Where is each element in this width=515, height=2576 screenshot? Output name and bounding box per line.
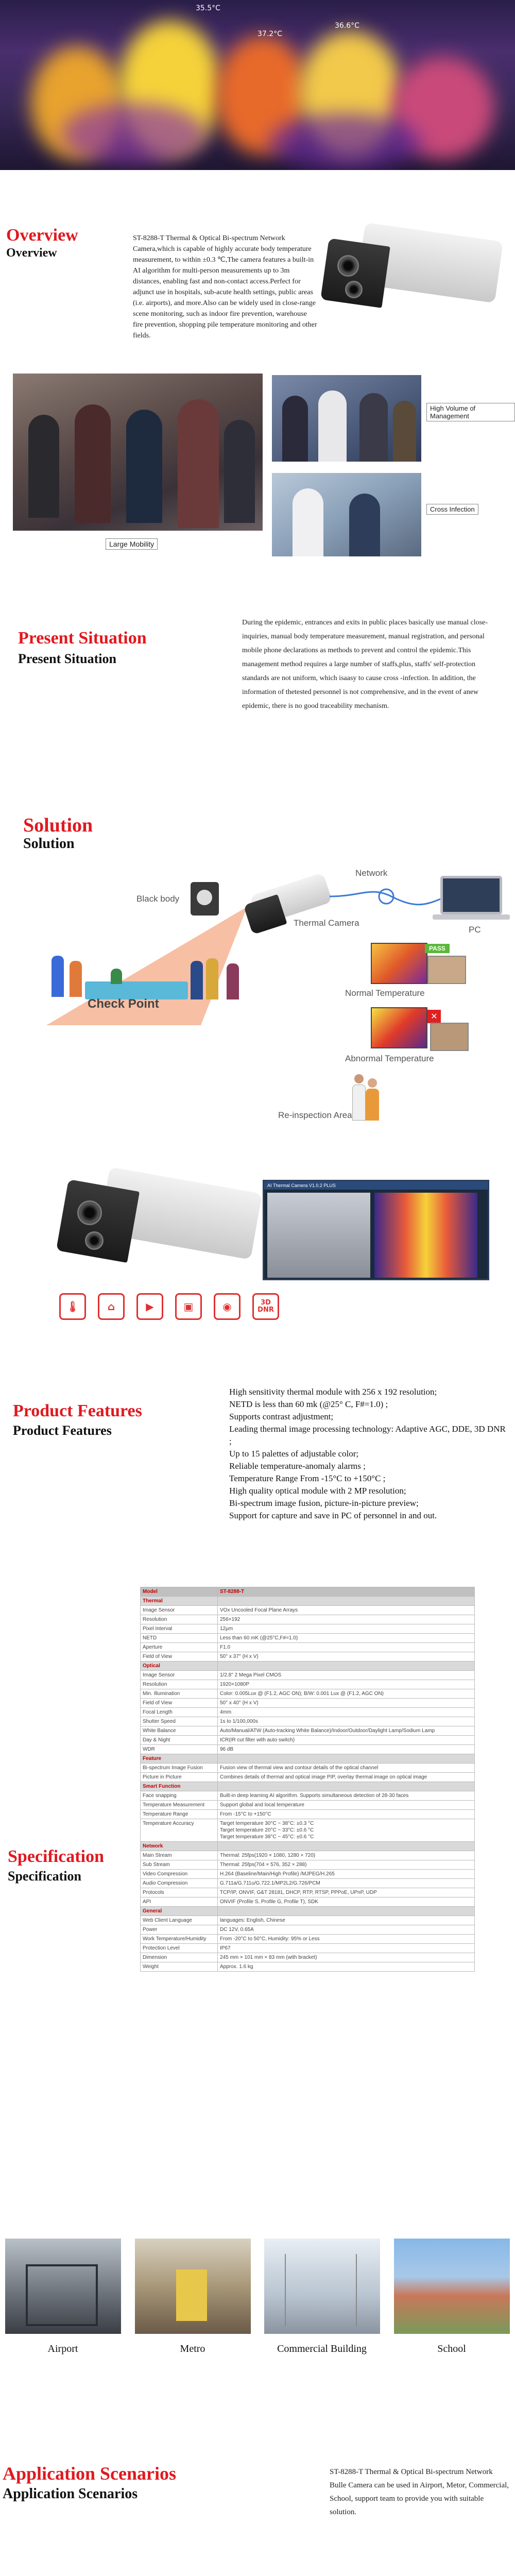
solution-heading-red: Solution — [23, 815, 93, 836]
spec-key: Min. Illumination — [141, 1689, 218, 1699]
spec-row — [141, 1643, 475, 1652]
spec-key: Aperture — [141, 1643, 218, 1652]
person-icon — [70, 961, 82, 997]
spec-row — [141, 1953, 475, 1962]
overview-heading-red: Overview — [6, 226, 78, 245]
person-icon — [227, 963, 239, 999]
pc-icon — [440, 876, 502, 914]
3d-dnr-icon: 3D DNR — [252, 1293, 279, 1320]
spec-row — [141, 1935, 475, 1944]
normal-thermal-thumb — [371, 943, 427, 984]
spec-row — [141, 1870, 475, 1879]
school-photo — [394, 2239, 510, 2334]
spec-key: Network — [141, 1842, 218, 1851]
spec-value: 12μm — [218, 1624, 475, 1634]
spec-value: DC 12V, 0.65A — [218, 1925, 475, 1935]
staff-icon — [111, 969, 122, 984]
application-heading: Application Scenarios — [3, 2486, 138, 2502]
spec-key: Dimension — [141, 1953, 218, 1962]
spec-row — [141, 1944, 475, 1953]
feature-line: Leading thermal image processing technology: Adaptive AGC, DDE, 3D DNR ; — [229, 1424, 506, 1446]
spec-row — [141, 1634, 475, 1643]
spec-key: Resolution — [141, 1615, 218, 1624]
spec-row — [141, 1773, 475, 1782]
spec-key: Video Compression — [141, 1870, 218, 1879]
spec-key: Work Temperature/Humidity — [141, 1935, 218, 1944]
spec-key: Pixel Interval — [141, 1624, 218, 1634]
spec-row — [141, 1606, 475, 1615]
spec-category-row — [141, 1782, 475, 1791]
person-icon — [191, 961, 203, 999]
spec-key: Temperature Accuracy — [141, 1819, 218, 1842]
scene-label: Metro — [180, 2343, 205, 2354]
solution-heading: Solution — [23, 836, 75, 852]
spec-value: TCP/IP, ONVIF, G&T 28181, DHCP, RTP, RTSP, PPPoE, UPnP, UDP — [218, 1888, 475, 1897]
spec-value: Auto/Manual/ATW (Auto-tracking White Balance)/Indoor/Outdoor/Daylight Lamp/Sodium Lamp — [218, 1726, 475, 1736]
airport-photo — [5, 2239, 121, 2334]
screen-title: AI Thermal Camera V1.0.2 PLUS — [264, 1181, 488, 1190]
spec-key: Temperature Measurement — [141, 1801, 218, 1810]
spec-key: Power — [141, 1925, 218, 1935]
spec-key: Optical — [141, 1662, 218, 1671]
abnormal-person-thumb — [430, 1023, 469, 1051]
spec-value: From -20°C to 50°C, Humidity: 95% or Less — [218, 1935, 475, 1944]
spec-value — [218, 1782, 475, 1791]
home-icon: ⌂ — [98, 1293, 125, 1320]
spec-key: Picture in Picture — [141, 1773, 218, 1782]
spec-value: From -15°C to +150°C — [218, 1810, 475, 1819]
feature-line: Support for capture and save in PC of personnel in and out. — [229, 1511, 437, 1520]
spec-value: G.711a/G.711u/G.722.1/MP2L2/G.726/PCM — [218, 1879, 475, 1888]
person-icon — [52, 956, 64, 997]
spec-row — [141, 1671, 475, 1680]
application-heading-red: Application Scenarios — [3, 2463, 177, 2484]
feature-line: Temperature Range From -15°C to +150°C ; — [229, 1473, 386, 1483]
spec-key: Thermal — [141, 1597, 218, 1606]
abnormal-thermal-thumb — [371, 1007, 427, 1048]
reinspection-label: Re-inspection Area — [278, 1110, 352, 1120]
spec-row — [141, 1736, 475, 1745]
video-icon: ▶ — [136, 1293, 163, 1320]
spec-value: 1/2.8" 2 Mega Pixel CMOS — [218, 1671, 475, 1680]
spec-key: Image Sensor — [141, 1606, 218, 1615]
features-heading-red: Product Features — [13, 1401, 142, 1420]
spec-row — [141, 1819, 475, 1842]
spec-value: 1s to 1/100,000s — [218, 1717, 475, 1726]
pass-badge: PASS — [425, 944, 450, 953]
normal-temperature-label: Normal Temperature — [345, 988, 425, 998]
temp-reading: 35.5°C — [196, 4, 220, 12]
black-body-label: Black body — [136, 894, 180, 904]
spec-value: Target temperature 30°C ~ 38°C: ±0.3 °C Target temperature 20°C ~ 33°C: ±0.6 °C Target temperature 38°C ~ 45°C: ±0.6 °C — [218, 1819, 475, 1842]
photo-caption: Cross Infection — [426, 504, 478, 515]
spec-key: Audio Compression — [141, 1879, 218, 1888]
spec-row — [141, 1851, 475, 1860]
spec-table — [140, 1587, 475, 1972]
spec-key: Face snapping — [141, 1791, 218, 1801]
spec-key: API — [141, 1897, 218, 1907]
features-heading: Product Features — [13, 1423, 112, 1438]
spec-row — [141, 1689, 475, 1699]
spec-key: Protection Level — [141, 1944, 218, 1953]
spec-value: 50° x 40° (H x V) — [218, 1699, 475, 1708]
overview-heading: Overview — [6, 246, 57, 260]
image-icon: ▣ — [175, 1293, 202, 1320]
spec-key: Focal Length — [141, 1708, 218, 1717]
thermal-view — [374, 1193, 477, 1278]
photo-caption: High Volume of Management — [426, 403, 515, 421]
spec-value: F1.0 — [218, 1643, 475, 1652]
spec-value: IP67 — [218, 1944, 475, 1953]
spec-row — [141, 1726, 475, 1736]
mask-crowd-photo — [272, 375, 421, 462]
spec-value — [218, 1662, 475, 1671]
spec-value: 4mm — [218, 1708, 475, 1717]
spec-heading-red: Specification — [8, 1847, 104, 1866]
spec-key: Shutter Speed — [141, 1717, 218, 1726]
spec-category-row — [141, 1907, 475, 1916]
spec-value: VOx Uncooled Focal Plane Arrays — [218, 1606, 475, 1615]
spec-value — [218, 1597, 475, 1606]
spec-value — [218, 1907, 475, 1916]
spec-row — [141, 1745, 475, 1754]
spec-row — [141, 1699, 475, 1708]
spec-key: Weight — [141, 1962, 218, 1972]
spec-row — [141, 1888, 475, 1897]
feature-line: Bi-spectrum image fusion, picture-in-picture preview; — [229, 1498, 419, 1508]
present-heading: Present Situation — [18, 651, 116, 666]
spec-value: Fusion view of thermal view and contour details of the optical channel — [218, 1764, 475, 1773]
spec-key: White Balance — [141, 1726, 218, 1736]
spec-key: WDR — [141, 1745, 218, 1754]
temperature-icon: 🌡 — [59, 1293, 86, 1320]
temperature-check-photo — [272, 473, 421, 556]
spec-value: H.264 (Baseline/Main/High Profile) /MJPEG/H.265 — [218, 1870, 475, 1879]
overview-text: ST-8288-T Thermal & Optical Bi-spectrum Network Camera,which is capable of highly accurate body temperature measurement, to within ±0.3 ℃,The camera features a built-in AI algorithm for multi-person measurements up to 3m distances, enabling fast and non-contact access.Perfect for adjunct use in hospitals, sub-acute health settings, public areas (i.e. airports), and more.Also can be widely used in close-range scene monitoring, such as indoor fire prevention, warehouse fire prevention, shopping pile temperature monitoring and other fields. — [133, 234, 317, 340]
metro-photo — [135, 2239, 251, 2334]
scene-label: Airport — [47, 2343, 78, 2354]
spec-value: Support global and local temperature — [218, 1801, 475, 1810]
temp-reading: 37.2°C — [258, 30, 282, 38]
spec-value: ST-8288-T — [218, 1587, 475, 1597]
spec-row — [141, 1708, 475, 1717]
spec-key: Protocols — [141, 1888, 218, 1897]
commercial-building-photo — [264, 2239, 380, 2334]
spec-header-row — [141, 1587, 475, 1597]
optical-view — [267, 1193, 370, 1278]
spec-row — [141, 1879, 475, 1888]
features-list — [229, 1386, 507, 1522]
spec-value — [218, 1754, 475, 1764]
feature-line: NETD is less than 60 mk (@25° C, F#=1.0) ; — [229, 1399, 388, 1409]
reinspection-people-icon — [350, 1074, 381, 1121]
scene-label: Commercial Building — [277, 2343, 367, 2354]
scene-label: School — [437, 2343, 466, 2354]
photo-caption: Large Mobility — [106, 538, 158, 550]
feature-line: High sensitivity thermal module with 256 x 192 resolution; — [229, 1387, 437, 1397]
spec-row — [141, 1764, 475, 1773]
network-cable — [330, 876, 443, 922]
lens-icon: ◉ — [214, 1293, 241, 1320]
spec-row — [141, 1680, 475, 1689]
spec-value: ICR(IR cut filter with auto switch) — [218, 1736, 475, 1745]
spec-row — [141, 1615, 475, 1624]
spec-key: Temperature Range — [141, 1810, 218, 1819]
spec-key: Main Stream — [141, 1851, 218, 1860]
spec-value: Thermal: 25fps(1920 × 1080, 1280 × 720) — [218, 1851, 475, 1860]
spec-row — [141, 1810, 475, 1819]
spec-row — [141, 1791, 475, 1801]
spec-value: 50° x 37° (H x V) — [218, 1652, 475, 1662]
spec-row — [141, 1916, 475, 1925]
spec-row — [141, 1897, 475, 1907]
checkpoint-label: Check Point — [88, 997, 159, 1011]
thermal-banner — [0, 0, 515, 170]
present-text: During the epidemic, entrances and exits in public places basically use manual close-inquiries, manual body temperature measurement, manual registration, and personal mobile phone declarations as methods to prevent and control the epidemic.This management method requires a large number of staffs,plus, staffs' self-protection standards are not uniform, which isaasy to cause cross -infection. In addition, the information of thetested personnel is not comprehensive, and in the event of anew epidemic, there is no good traceability mechanism. — [242, 619, 488, 710]
thermal-camera-label: Thermal Camera — [294, 918, 359, 928]
abnormal-temperature-label: Abnormal Temperature — [345, 1054, 434, 1063]
spec-row — [141, 1962, 475, 1972]
spec-value: 96 dB — [218, 1745, 475, 1754]
normal-person-thumb — [427, 956, 466, 984]
spec-key: Model — [141, 1587, 218, 1597]
spec-heading: Specification — [8, 1869, 81, 1884]
spec-value: Approx. 1.6 kg — [218, 1962, 475, 1972]
present-heading-red: Present Situation — [18, 629, 147, 648]
software-screenshot — [263, 1180, 489, 1280]
crowd-photo — [13, 374, 263, 531]
spec-value: ONVIF (Profile S, Profile G, Profile T), SDK — [218, 1897, 475, 1907]
network-label: Network — [355, 868, 388, 878]
feature-line: Supports contrast adjustment; — [229, 1412, 334, 1421]
spec-key: Bi-spectrum Image Fusion — [141, 1764, 218, 1773]
spec-key: Web Client Language — [141, 1916, 218, 1925]
spec-key: Feature — [141, 1754, 218, 1764]
spec-key: Sub Stream — [141, 1860, 218, 1870]
spec-row — [141, 1652, 475, 1662]
spec-value: Combines details of thermal and optical image PIP, overlay thermal image on optical image — [218, 1773, 475, 1782]
spec-value: 1920×1080P — [218, 1680, 475, 1689]
spec-row — [141, 1860, 475, 1870]
spec-row — [141, 1624, 475, 1634]
spec-key: NETD — [141, 1634, 218, 1643]
spec-value — [218, 1842, 475, 1851]
spec-value: 256×192 — [218, 1615, 475, 1624]
temp-reading: 36.6°C — [335, 22, 359, 30]
spec-value: Color: 0.005Lux @ (F1.2, AGC ON); B/W: 0.001 Lux @ (F1.2, AGC ON) — [218, 1689, 475, 1699]
spec-key: Day & Night — [141, 1736, 218, 1745]
spec-value: Built-in deep learning AI algorithm. Supports simultaneous detection of 28-30 faces — [218, 1791, 475, 1801]
spec-category-row — [141, 1754, 475, 1764]
spec-value: 245 mm × 101 mm × 83 mm (with bracket) — [218, 1953, 475, 1962]
black-body-icon — [191, 882, 219, 916]
spec-key: Field of View — [141, 1699, 218, 1708]
feature-line: Reliable temperature-anomaly alarms ; — [229, 1461, 366, 1471]
feature-line: High quality optical module with 2 MP resolution; — [229, 1486, 406, 1496]
spec-category-row — [141, 1662, 475, 1671]
spec-row — [141, 1925, 475, 1935]
spec-key: Smart Function — [141, 1782, 218, 1791]
spec-row — [141, 1801, 475, 1810]
spec-key: Resolution — [141, 1680, 218, 1689]
application-text: ST-8288-T Thermal & Optical Bi-spectrum Network Bulle Camera can be used in Airport, Metor, Commercial, School, support team to provide you with suitable solution. — [330, 2468, 509, 2516]
spec-key: Field of View — [141, 1652, 218, 1662]
fail-icon: ✕ — [427, 1010, 441, 1023]
spec-key: General — [141, 1907, 218, 1916]
spec-category-row — [141, 1597, 475, 1606]
spec-category-row — [141, 1842, 475, 1851]
spec-value: Less than 60 mK (@25°C,F#=1.0) — [218, 1634, 475, 1643]
spec-value: languages: English, Chinese — [218, 1916, 475, 1925]
person-icon — [206, 958, 218, 999]
spec-value: Thermal: 25fps(704 × 576, 352 × 288) — [218, 1860, 475, 1870]
pc-label: PC — [469, 925, 481, 935]
feature-line: Up to 15 palettes of adjustable color; — [229, 1449, 359, 1459]
spec-row — [141, 1717, 475, 1726]
spec-key: Image Sensor — [141, 1671, 218, 1680]
